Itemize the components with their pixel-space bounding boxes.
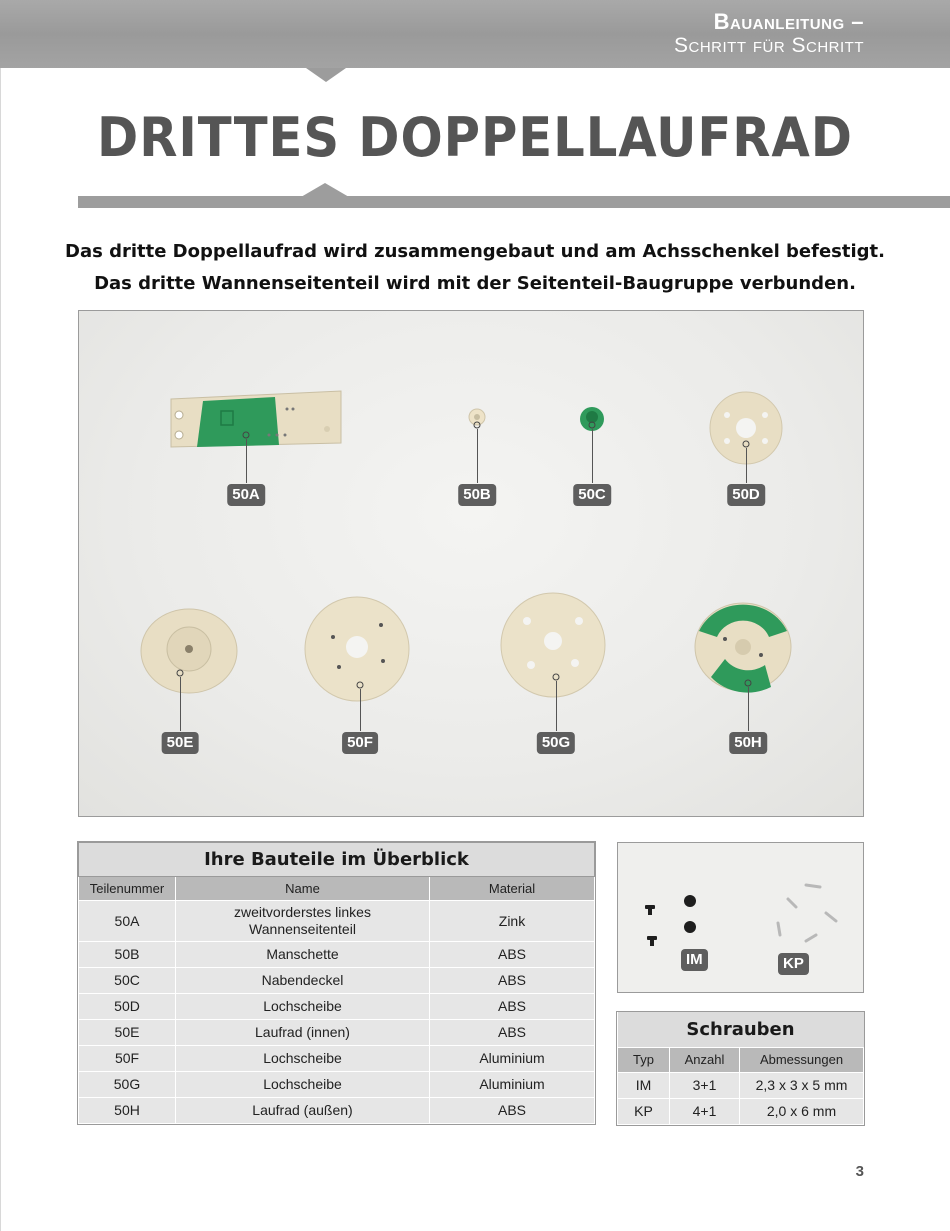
part-number: 50H	[79, 1098, 176, 1124]
leader-line	[246, 439, 247, 483]
header-notch	[306, 68, 346, 82]
part-name: Lochscheibe	[176, 1072, 430, 1098]
part-number: 50D	[79, 994, 176, 1020]
leader-line	[556, 681, 557, 731]
parts-table-header	[79, 877, 595, 901]
leader-dot	[474, 422, 481, 429]
table-row	[618, 1072, 864, 1098]
part-50g-image	[501, 593, 605, 697]
part-name: Laufrad (außen)	[176, 1098, 430, 1124]
screws-photo	[617, 842, 864, 993]
screw-label-kp: KP	[778, 953, 809, 975]
leader-dot	[745, 680, 752, 687]
section-title	[674, 10, 864, 57]
part-label-50d: 50D	[727, 484, 765, 506]
parts-header-number: Teilenummer	[79, 877, 176, 901]
part-name: Manschette	[176, 942, 430, 968]
screws-table-caption: Schrauben	[618, 1012, 864, 1047]
part-label-50a: 50A	[227, 484, 265, 506]
part-name: zweitvorderstes linkes Wannenseitenteil	[176, 901, 430, 942]
screw-count: 3+1	[670, 1072, 740, 1098]
part-name: Laufrad (innen)	[176, 1020, 430, 1046]
leader-line	[180, 677, 181, 731]
part-material: ABS	[430, 1020, 595, 1046]
table-row	[79, 994, 595, 1020]
screws-header-dimensions: Abmessungen	[740, 1047, 864, 1072]
part-material: ABS	[430, 942, 595, 968]
part-50a-image	[171, 391, 341, 447]
part-material: Zink	[430, 901, 595, 942]
leader-line	[748, 687, 749, 731]
screw-label-im: IM	[681, 949, 708, 971]
part-name: Nabendeckel	[176, 968, 430, 994]
part-label-50h: 50H	[729, 732, 767, 754]
part-material: ABS	[430, 968, 595, 994]
title-rule-notch	[301, 183, 349, 197]
table-row	[79, 968, 595, 994]
leader-dot	[553, 674, 560, 681]
part-label-50f: 50F	[342, 732, 378, 754]
part-label-50g: 50G	[537, 732, 575, 754]
part-50h-image	[695, 603, 791, 693]
part-number: 50A	[79, 901, 176, 942]
screws-header-type: Typ	[618, 1047, 670, 1072]
screw-type: KP	[618, 1098, 670, 1124]
leader-dot	[243, 432, 250, 439]
table-row	[79, 1072, 595, 1098]
leader-dot	[743, 441, 750, 448]
page-number: 3	[855, 1163, 864, 1180]
leader-dot	[589, 422, 596, 429]
intro-text	[0, 236, 950, 300]
page-title: DRITTES DOPPELLAUFRAD	[97, 106, 853, 169]
part-name: Lochscheibe	[176, 994, 430, 1020]
part-material: Aluminium	[430, 1072, 595, 1098]
part-name: Lochscheibe	[176, 1046, 430, 1072]
leader-dot	[357, 682, 364, 689]
screws-table	[617, 1012, 864, 1125]
part-label-50e: 50E	[162, 732, 199, 754]
screws-im-image	[645, 895, 696, 946]
screw-type: IM	[618, 1072, 670, 1098]
parts-header-material: Material	[430, 877, 595, 901]
table-row	[79, 1098, 595, 1124]
leader-line	[360, 689, 361, 731]
table-row	[79, 942, 595, 968]
part-material: Aluminium	[430, 1046, 595, 1072]
part-50e-image	[141, 609, 237, 693]
table-row	[79, 1020, 595, 1046]
leader-line	[592, 429, 593, 483]
part-label-50c: 50C	[573, 484, 611, 506]
parts-header-name: Name	[176, 877, 430, 901]
part-number: 50C	[79, 968, 176, 994]
section-title-line2: Schritt für Schritt	[674, 34, 864, 58]
intro-line-1: Das dritte Doppellaufrad wird zusammengebaut und am Achsschenkel befestigt.	[65, 241, 885, 262]
title-rule	[78, 196, 950, 208]
screws-table-header	[618, 1047, 864, 1072]
leader-line	[477, 429, 478, 483]
screw-dimensions: 2,3 x 3 x 5 mm	[740, 1072, 864, 1098]
parts-table	[78, 842, 595, 1124]
part-number: 50E	[79, 1020, 176, 1046]
part-number: 50G	[79, 1072, 176, 1098]
leader-line	[746, 448, 747, 483]
section-title-line1: Bauanleitung –	[713, 9, 864, 34]
screw-count: 4+1	[670, 1098, 740, 1124]
screws-kp-image	[778, 885, 836, 941]
leader-dot	[177, 670, 184, 677]
screws-header-count: Anzahl	[670, 1047, 740, 1072]
screws-illustration	[618, 843, 865, 994]
part-material: ABS	[430, 1098, 595, 1124]
table-row	[79, 901, 595, 942]
screw-dimensions: 2,0 x 6 mm	[740, 1098, 864, 1124]
part-label-50b: 50B	[458, 484, 496, 506]
table-row	[79, 1046, 595, 1072]
part-number: 50F	[79, 1046, 176, 1072]
part-material: ABS	[430, 994, 595, 1020]
part-number: 50B	[79, 942, 176, 968]
table-row	[618, 1098, 864, 1124]
intro-line-2: Das dritte Wannenseitenteil wird mit der Seitenteil-Baugruppe verbunden.	[94, 273, 856, 294]
parts-table-caption: Ihre Bauteile im Überblick	[79, 843, 595, 877]
parts-photo	[78, 310, 864, 817]
